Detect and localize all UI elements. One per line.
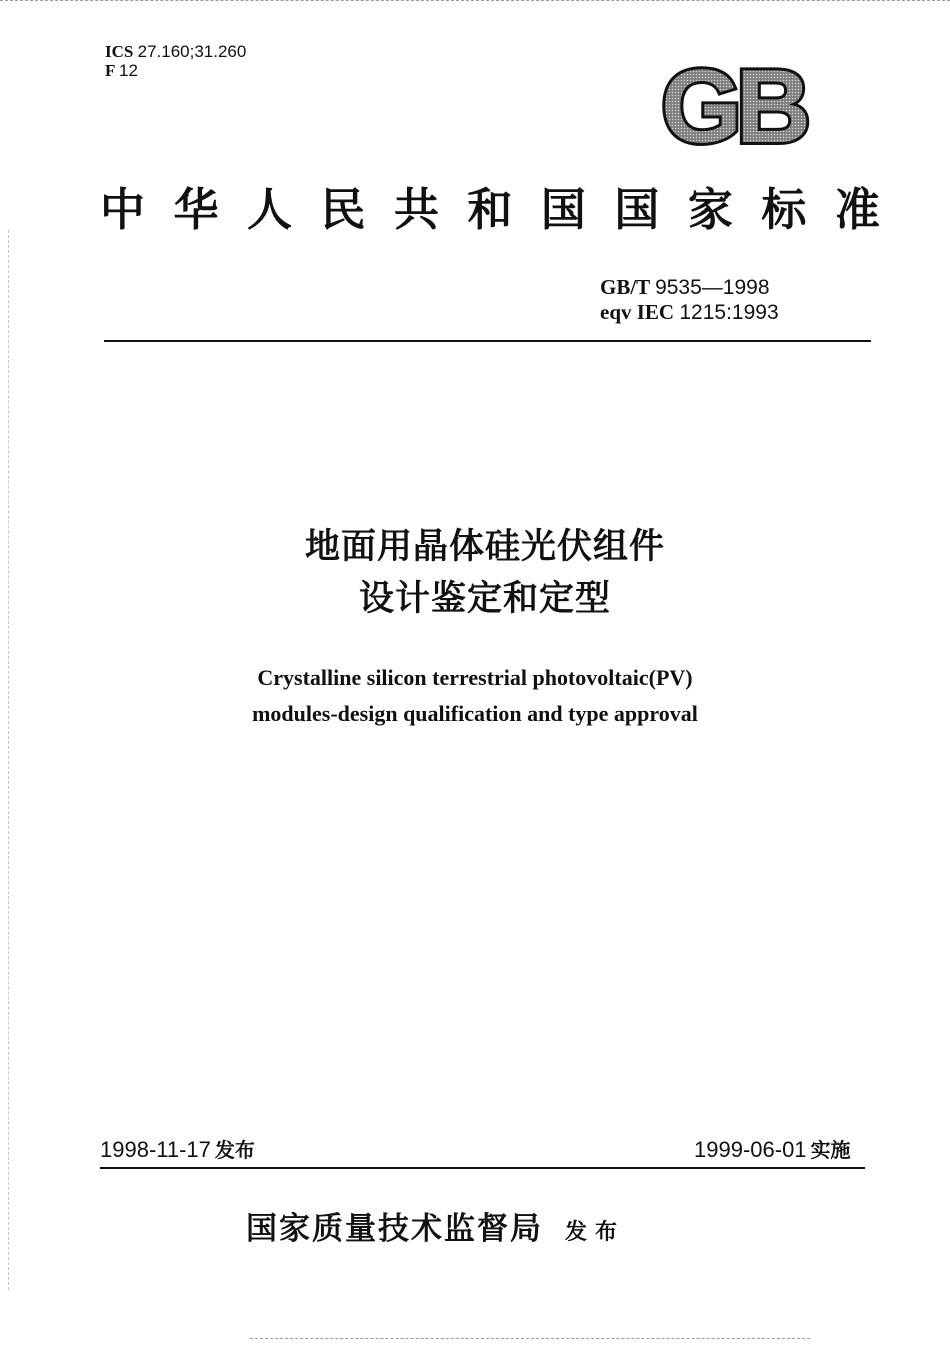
title-char: 家 xyxy=(687,183,733,236)
issue-label: 发布 xyxy=(214,1138,255,1162)
title-char: 民 xyxy=(320,183,366,236)
classification-codes xyxy=(105,42,246,80)
effective-date: 1999-06-01 xyxy=(694,1137,807,1162)
effective-label: 实施 xyxy=(810,1138,851,1162)
publisher-action: 发布 xyxy=(565,1219,626,1245)
title-char: 准 xyxy=(834,183,880,236)
issue-date-block xyxy=(100,1136,255,1164)
title-char: 国 xyxy=(540,183,586,236)
gb-logo-text: GB xyxy=(661,58,805,154)
scan-edge-left xyxy=(8,230,9,1290)
english-title-line-1: Crystalline silicon terrestrial photovoltaic(PV) xyxy=(257,665,693,690)
chinese-title xyxy=(0,521,950,625)
publisher xyxy=(246,1208,625,1253)
gb-logo xyxy=(647,58,819,154)
footer-divider xyxy=(100,1167,865,1169)
title-char: 华 xyxy=(173,183,219,236)
standard-number: 9535—1998 xyxy=(655,276,770,299)
header-divider xyxy=(104,340,871,342)
equivalent-number: 1215:1993 xyxy=(679,301,779,324)
equivalent-prefix: eqv IEC xyxy=(600,300,675,324)
effective-date-block xyxy=(694,1136,851,1164)
publisher-name: 国家质量技术监督局 xyxy=(246,1211,543,1247)
english-title-line-2: modules-design qualification and type approval xyxy=(252,701,698,726)
standard-prefix: GB/T xyxy=(600,275,650,299)
national-standard-title xyxy=(100,182,880,238)
class-code: 12 xyxy=(119,61,138,80)
title-char: 共 xyxy=(393,183,439,236)
scan-edge-top xyxy=(0,0,950,1)
class-label: F xyxy=(105,61,115,80)
issue-date: 1998-11-17 xyxy=(100,1137,211,1162)
chinese-title-line-1: 地面用晶体硅光伏组件 xyxy=(304,527,665,567)
title-char: 和 xyxy=(467,183,513,236)
title-char: 标 xyxy=(761,183,807,236)
title-char: 人 xyxy=(246,183,292,236)
title-char: 中 xyxy=(100,183,146,236)
title-char: 国 xyxy=(614,183,660,236)
standard-number-block xyxy=(600,275,779,325)
ics-code: 27.160;31.260 xyxy=(137,42,247,61)
chinese-title-line-2: 设计鉴定和定型 xyxy=(358,579,611,619)
english-title xyxy=(0,660,950,732)
scan-edge-bottom xyxy=(250,1338,810,1339)
ics-label: ICS xyxy=(105,42,134,61)
